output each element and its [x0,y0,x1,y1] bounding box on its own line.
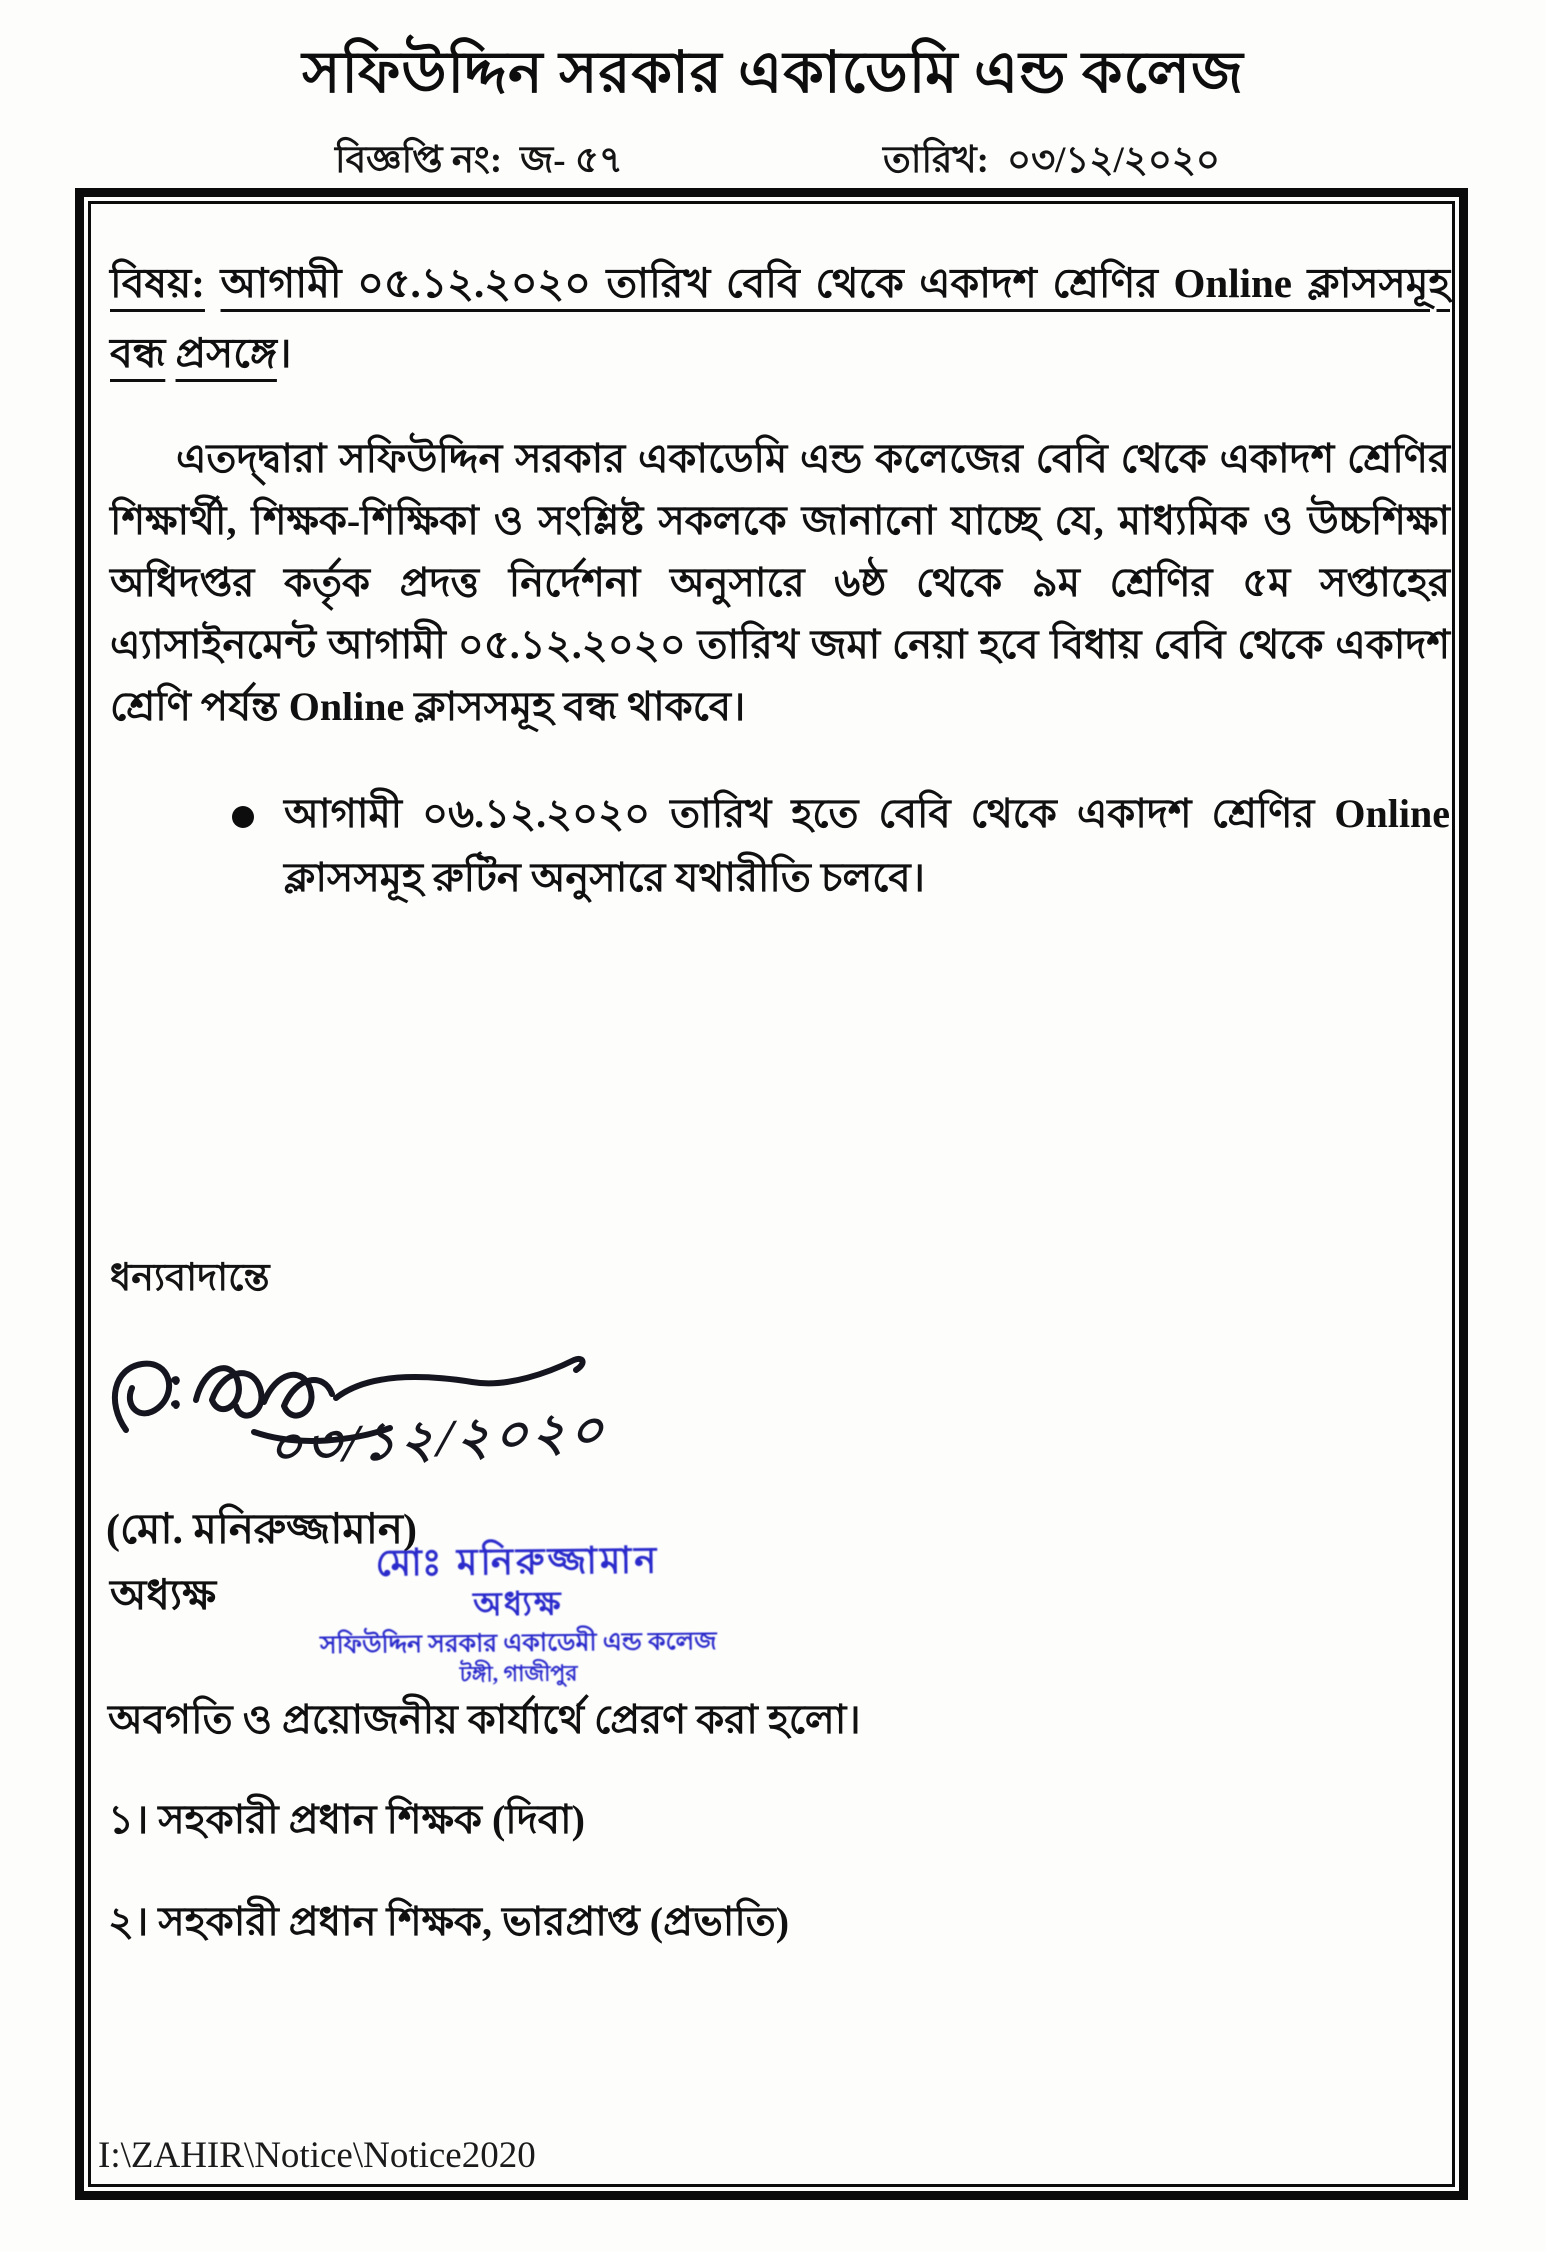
distribution-heading: অবগতি ও প্রয়োজনীয় কার্যার্থে প্রেরণ করা হলো। [108,1697,861,1742]
notice-date-value: ০৩/১২/২০২০ [1007,140,1220,181]
signature-handwritten-date: ০৩/১২/২০২০ [266,1401,609,1477]
subject-line [110,248,1450,388]
subject-label: বিষয়: [110,260,205,306]
notice-date-label: তারিখ: [882,140,990,181]
page-title: সফিউদ্দিন সরকার একাডেমি এন্ড কলেজ [302,40,1244,105]
notice-number [335,130,623,193]
signatory-title: অধ্যক্ষ [110,1573,217,1619]
stamp-location: টঙ্গী, গাজীপুর [459,1660,578,1687]
notice-meta-row [335,130,1220,193]
stamp-institution: সফিউদ্দিন সরকার একাডেমী এন্ড কলেজ [319,1628,717,1660]
notice-number-value: জ- ৫৭ [520,140,623,181]
footer-file-path: I:\ZAHIR\Notice\Notice2020 [96,2134,544,2181]
subject-suffix: প্রসঙ্গে [175,330,277,376]
signatory-name: (মো. মনিরুজ্জামান) [106,1507,417,1553]
body-paragraph: এতদ্দ্বারা সফিউদ্দিন সরকার একাডেমি এন্ড কলেজের বেবি থেকে একাদশ শ্রেণির শিক্ষার্থী, শিক্ষক-শিক্ষিকা ও সংশ্লিষ্ট সকলকে জানানো যাচ্ছে যে, মাধ্যমিক ও উচ্চশিক্ষা অধিদপ্তর কর্তৃক প্রদত্ত নির্দেশনা অনুসারে ৬ষ্ঠ থেকে ৯ম শ্রেণির ৫ম সপ্তাহের এ্যাসাইনমেন্ট আগামী ০৫.১২.২০২০ তারিখ জমা নেয়া হবে বিধায় বেবি থেকে একাদশ শ্রেণি পর্যন্ত Online ক্লাসসমূহ বন্ধ থাকবে। [110,436,1451,729]
distribution-item: ২। সহকারী প্রধান শিক্ষক, ভারপ্রাপ্ত (প্রভাতি) [108,1899,790,1944]
subject-terminator: । [276,330,292,376]
bullet-icon [232,806,254,828]
notice-date [883,130,1220,193]
closing-thanks: ধন্যবাদান্তে [110,1257,270,1299]
bullet-text: আগামী ০৬.১২.২০২০ তারিখ হতে বেবি থেকে একাদশ শ্রেণির Online ক্লাসসমূহ রুটিন অনুসারে যথারীতি চলবে। [284,791,1450,900]
stamp-title: অধ্যক্ষ [473,1586,563,1624]
stamp-name: মোঃ মনিরুজ্জামান [375,1540,660,1585]
office-stamp [237,1539,798,1689]
subject-text: আগামী ০৫.১২.২০২০ তারিখ বেবি থেকে একাদশ শ্রেণির Online ক্লাসসমূহ বন্ধ [110,260,1451,376]
notice-number-label: বিজ্ঞপ্তি নং: [335,140,503,181]
distribution-item: ১। সহকারী প্রধান শিক্ষক (দিবা) [108,1797,585,1842]
bullet-item [232,782,1450,910]
